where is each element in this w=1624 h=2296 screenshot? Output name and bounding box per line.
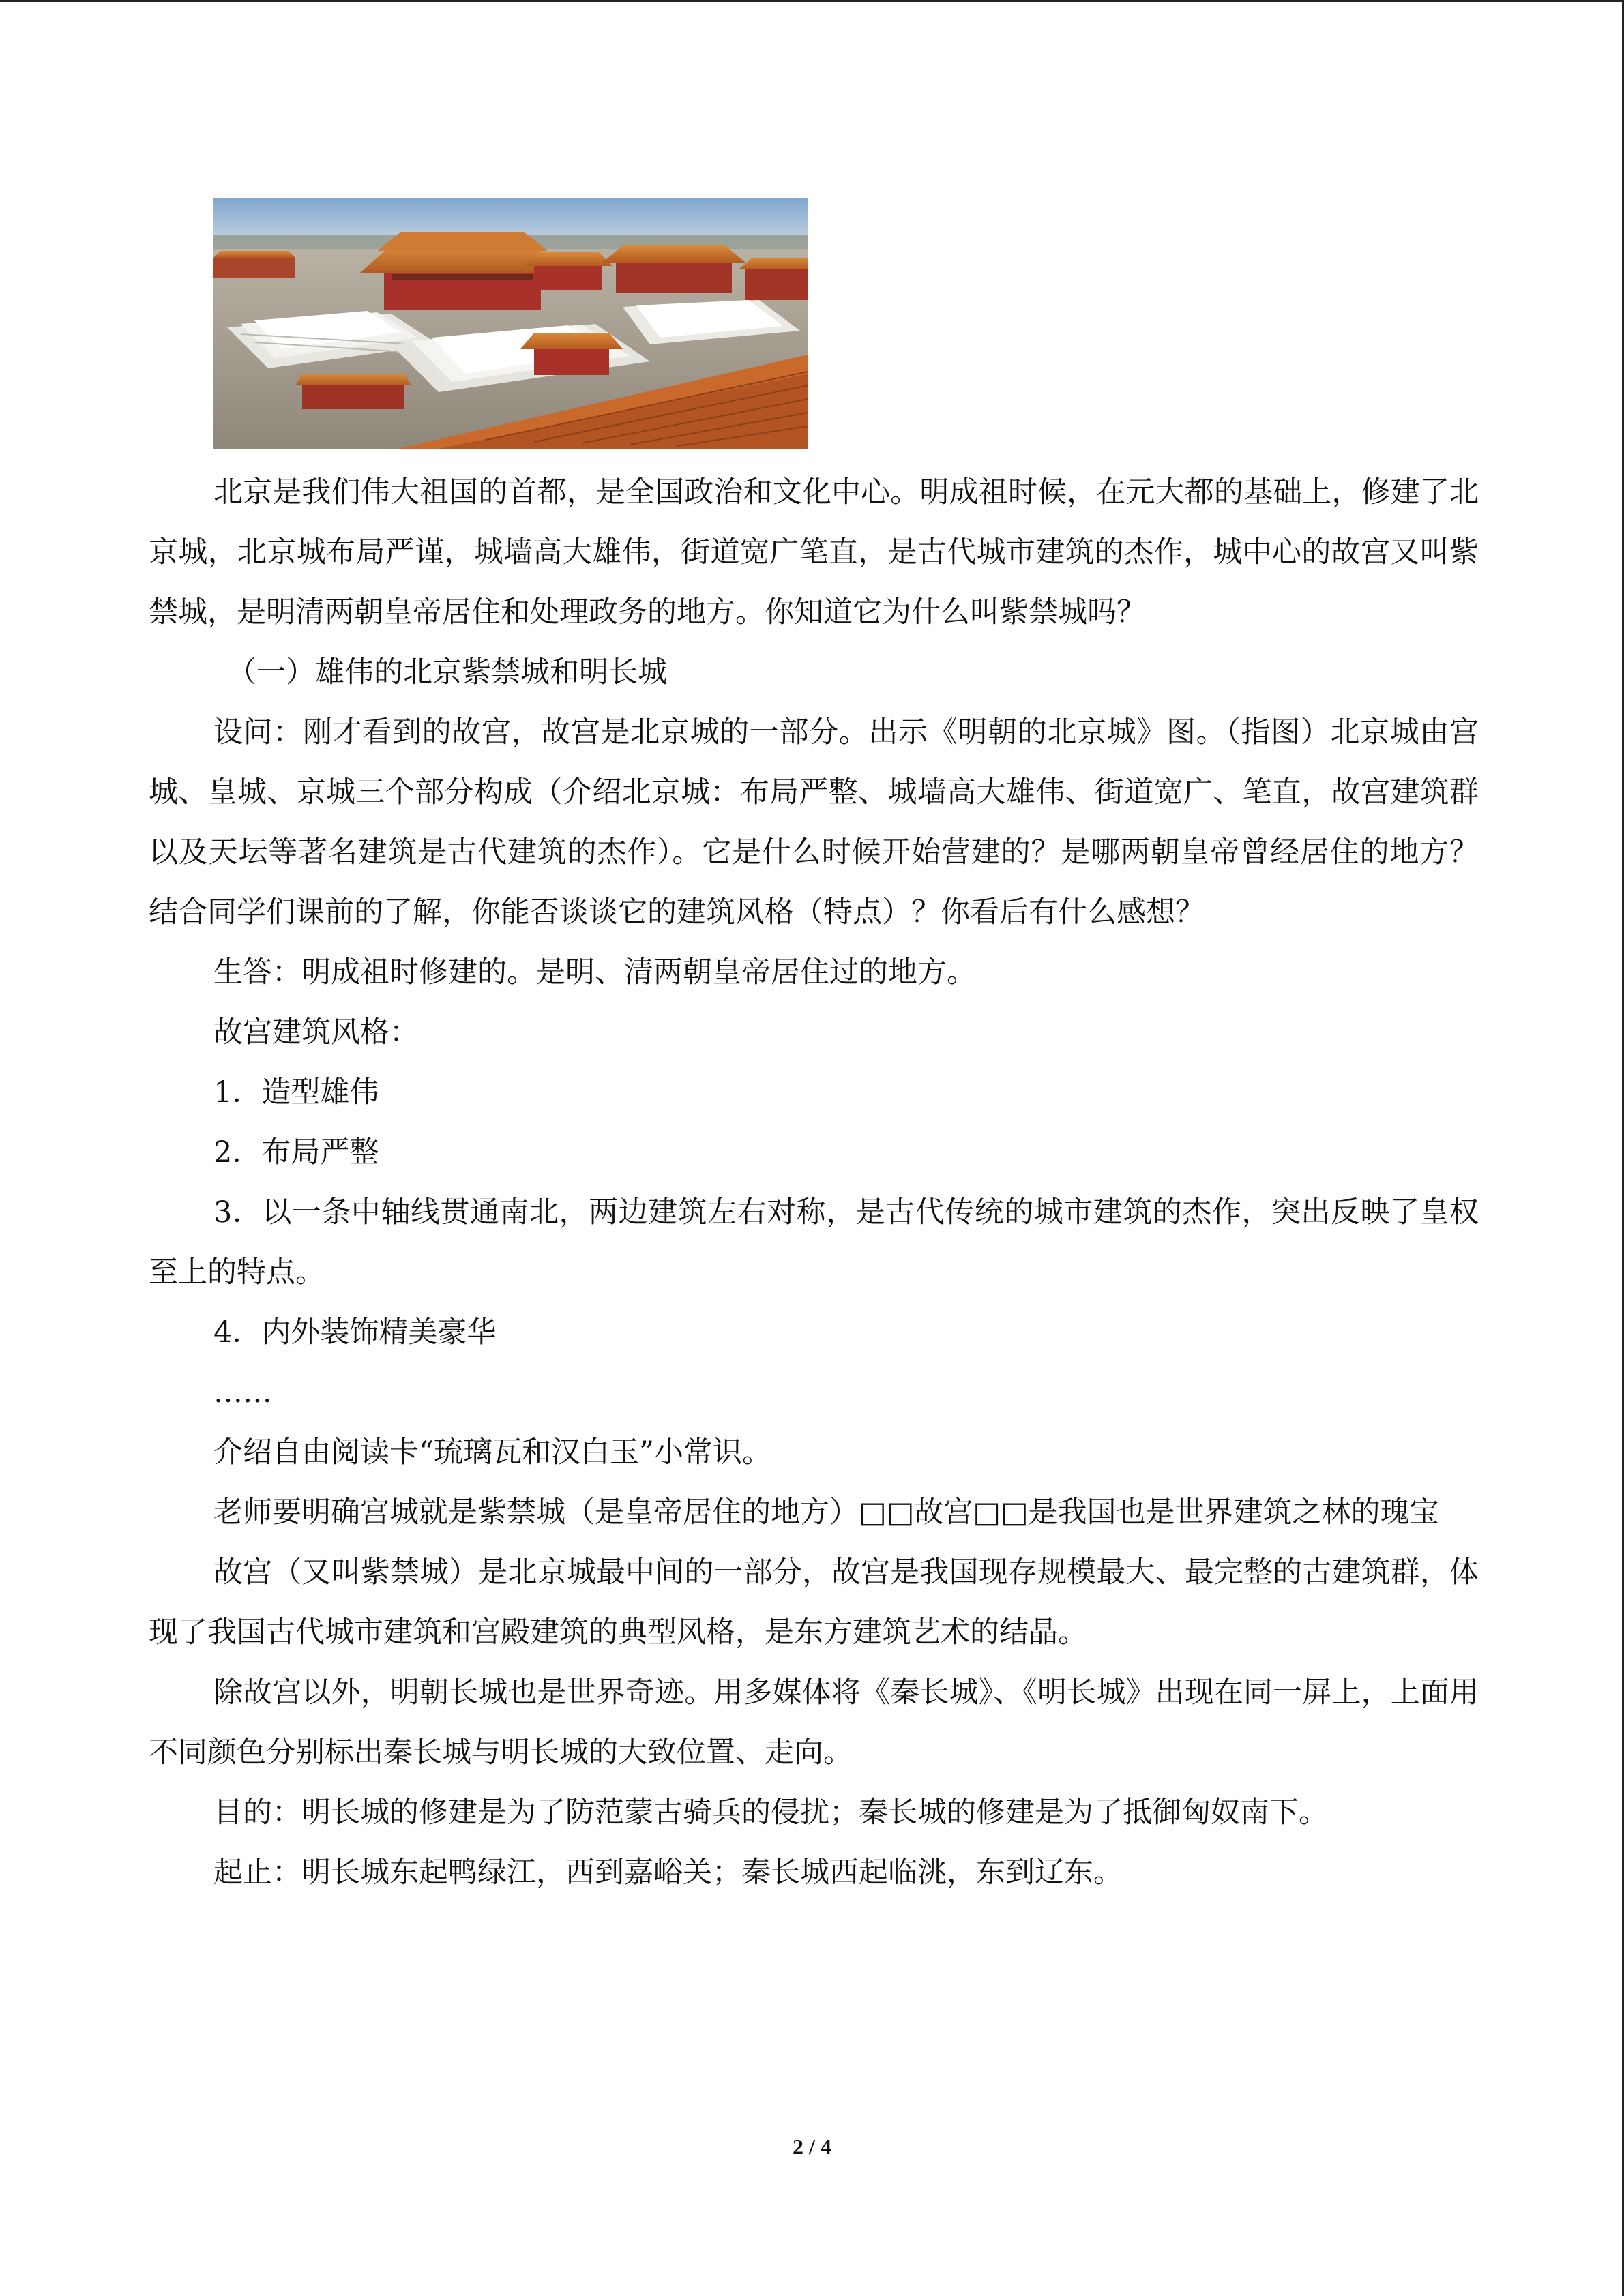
- forbidden-city-photo: [213, 198, 808, 449]
- list-item: 3．以一条中轴线贯通南北，两边建筑左右对称，是古代传统的城市建筑的杰作，突出反映了皇权至上的特点。: [149, 1195, 1479, 1289]
- paragraph-answer: 生答：明成祖时修建的。是明、清两朝皇帝居住过的地方。: [213, 955, 976, 989]
- section-heading: （一）雄伟的北京紫禁城和明长城: [227, 655, 667, 689]
- paragraph-extent: 起止：明长城东起鸭绿江，西到嘉峪关；秦长城西起临洮，东到辽东。: [213, 1855, 1123, 1890]
- paragraph-palace: 故宫（又叫紫禁城）是北京城最中间的一部分，故宫是我国现存规模最大、最完整的古建筑群，体现了我国古代城市建筑和宫殿建筑的典型风格，是东方建筑艺术的结晶。: [149, 1555, 1479, 1650]
- paragraph-style-heading: 故宫建筑风格：: [213, 1015, 419, 1049]
- paragraph-purpose: 目的：明长城的修建是为了防范蒙古骑兵的侵扰；秦长城的修建是为了抵御匈奴南下。: [213, 1795, 1328, 1830]
- ellipsis-line: ……: [213, 1375, 272, 1410]
- page-number: 2 / 4: [793, 2134, 831, 2159]
- paragraph-reading-card: 介绍自由阅读卡“琉璃瓦和汉白玉”小常识。: [213, 1435, 771, 1470]
- paragraph-teacher-note: 老师要明确宫城就是紫禁城（是皇帝居住的地方）□□故宫□□是我国也是世界建筑之林的瑰宝: [213, 1495, 1439, 1530]
- paragraph-question: 设问：刚才看到的故宫，故宫是北京城的一部分。出示《明朝的北京城》图。（指图）北京城由宫城、皇城、京城三个部分构成（介绍北京城：布局严整、城墙高大雄伟、街道宽广、笔直，故宫建筑群以及天坛等著名建筑是古代建筑的杰作）。它是什么时候开始营建的？是哪两朝皇帝曾经居住的地方？结合同学们课前的了解，你能否谈谈它的建筑风格（特点）？你看后有什么感想？: [149, 715, 1479, 929]
- paragraph-intro: 北京是我们伟大祖国的首都，是全国政治和文化中心。明成祖时候，在元大都的基础上，修建了北京城，北京城布局严谨，城墙高大雄伟，街道宽广笔直，是古代城市建筑的杰作，城中心的故宫又叫紫禁城，是明清两朝皇帝居住和处理政务的地方。你知道它为什么叫紫禁城吗？: [149, 475, 1479, 629]
- list-item: 1．造型雄伟: [213, 1075, 379, 1109]
- paragraph-great-wall: 除故宫以外，明朝长城也是世界奇迹。用多媒体将《秦长城》、《明长城》出现在同一屏上，上面用不同颜色分别标出秦长城与明长城的大致位置、走向。: [149, 1675, 1479, 1770]
- list-item: 4．内外装饰精美豪华: [213, 1315, 497, 1350]
- page-border-top: [0, 0, 1624, 2]
- document-body: [149, 198, 1479, 1903]
- list-item: 2．布局严整: [213, 1135, 379, 1169]
